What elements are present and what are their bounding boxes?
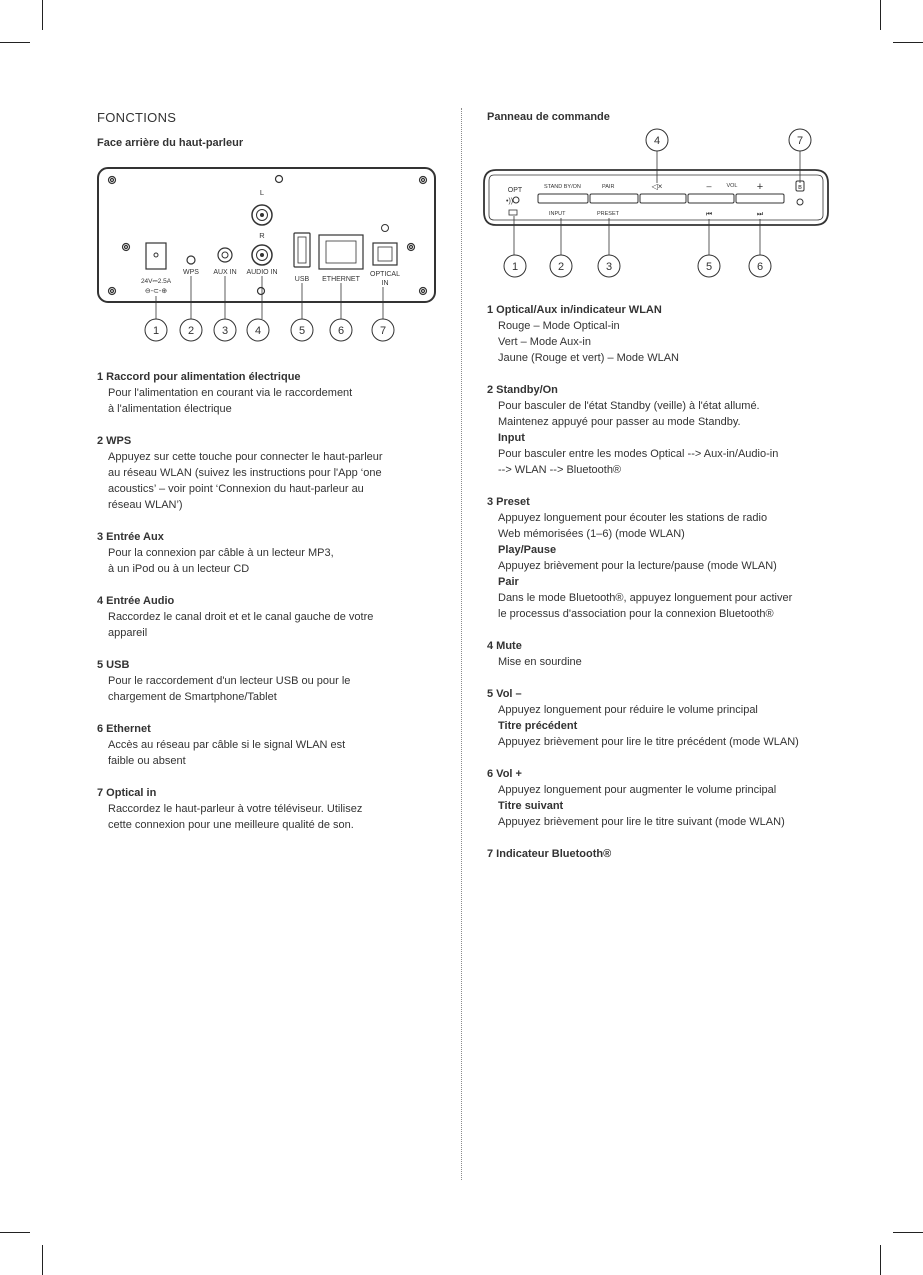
- vol-minus-button: [688, 194, 734, 203]
- feature-line: cette connexion pour une meilleure qualité de son.: [108, 819, 354, 831]
- control-body: [487, 318, 847, 366]
- control-heading: 4 Mute: [487, 640, 522, 652]
- rear-panel-subtitle: Face arrière du haut-parleur: [97, 137, 244, 149]
- control-body: [487, 782, 847, 830]
- control-body: [487, 510, 847, 622]
- feature-heading: 4 Entrée Audio: [97, 595, 175, 607]
- vol-plus-icon: +: [756, 181, 764, 193]
- control-heading: 1 Optical/Aux in/indicateur WLAN: [487, 304, 662, 316]
- feature-line: acoustics’ – voir point ‘Connexion du haut-parleur au: [108, 483, 364, 495]
- feature-body: [97, 737, 447, 769]
- feature-heading: 7 Optical in: [97, 787, 157, 799]
- crop-mark: [42, 1245, 43, 1275]
- control-panel-descriptions: [487, 302, 847, 878]
- crop-mark: [893, 42, 923, 43]
- control-section: [487, 846, 847, 862]
- rear-panel-descriptions: [97, 369, 447, 849]
- callout-1: 1: [511, 261, 519, 273]
- callout-6: 6: [337, 325, 345, 337]
- feature-body: [97, 385, 447, 417]
- control-line: Pour basculer entre les modes Optical --> Aux-in/Audio-in: [498, 448, 779, 460]
- aux-in-jack: [218, 248, 232, 262]
- feature-line: Accès au réseau par câble si le signal WLAN est: [108, 739, 346, 751]
- control-line: Appuyez longuement pour écouter les stations de radio: [498, 512, 768, 524]
- audio-in-label: AUDIO IN: [246, 269, 278, 276]
- page-title: FONCTIONS: [97, 110, 177, 125]
- callout-2: 2: [557, 261, 565, 273]
- control-heading: 5 Vol –: [487, 688, 522, 700]
- feature-line: à un iPod ou à un lecteur CD: [108, 563, 250, 575]
- callout-2: 2: [187, 325, 195, 337]
- feature-line: réseau WLAN’): [108, 499, 183, 511]
- bluetooth-icon: ʙ: [798, 184, 802, 191]
- feature-body: [97, 673, 447, 705]
- svg-text:•)): •)): [506, 198, 514, 205]
- rear-panel-diagram: [90, 163, 445, 348]
- power-label: 24V⎓2.5A: [140, 278, 172, 285]
- feature-heading: 1 Raccord pour alimentation électrique: [97, 371, 301, 383]
- control-panel-subtitle: Panneau de commande: [487, 111, 610, 123]
- feature-line: à l'alimentation électrique: [108, 403, 232, 415]
- mute-button: [640, 194, 686, 203]
- feature-line: au réseau WLAN (suivez les instructions pour l'App ‘one: [108, 467, 382, 479]
- mute-icon: ◁×: [651, 182, 663, 191]
- control-section: [487, 302, 847, 366]
- control-line: Rouge – Mode Optical-in: [498, 320, 620, 332]
- pair-label: PAIR: [602, 184, 615, 190]
- callout-4: 4: [254, 325, 262, 337]
- feature-line: Pour l'alimentation en courant via le raccordement: [108, 387, 353, 399]
- control-body: [487, 654, 847, 670]
- feature-line: faible ou absent: [108, 755, 186, 767]
- previous-track-icon: ⏮: [705, 211, 713, 218]
- input-label: INPUT: [549, 211, 566, 217]
- feature-body: [97, 801, 447, 833]
- feature-heading: 6 Ethernet: [97, 723, 151, 735]
- vol-plus-button: [736, 194, 784, 203]
- svg-text:IN: IN: [381, 280, 389, 287]
- callout-4: 4: [653, 135, 661, 147]
- control-body: [487, 702, 847, 750]
- preset-label: PRESET: [597, 211, 620, 217]
- callout-6: 6: [756, 261, 764, 273]
- feature-section: [97, 593, 447, 641]
- control-line: Mise en sourdine: [498, 656, 582, 668]
- feature-heading: 5 USB: [97, 659, 130, 671]
- callout-3: 3: [221, 325, 229, 337]
- control-line: --> WLAN --> Bluetooth®: [498, 464, 622, 476]
- control-line: Pour basculer de l'état Standby (veille) à l'état allumé.: [498, 400, 760, 412]
- control-section: [487, 686, 847, 750]
- control-line: Dans le mode Bluetooth®, appuyez longuement pour activer: [498, 592, 793, 604]
- control-heading: 2 Standby/On: [487, 384, 558, 396]
- ethernet-label: ETHERNET: [322, 276, 360, 283]
- vol-label: VOL: [726, 183, 738, 189]
- preset-button: [590, 194, 638, 203]
- callout-1: 1: [152, 325, 160, 337]
- control-subheading: Pair: [498, 576, 519, 588]
- control-subheading: Titre suivant: [498, 800, 564, 812]
- control-section: [487, 766, 847, 830]
- control-line: Vert – Mode Aux-in: [498, 336, 591, 348]
- column-divider: [461, 108, 462, 1180]
- feature-line: Appuyez sur cette touche pour connecter le haut-parleur: [108, 451, 383, 463]
- control-line: Appuyez brièvement pour la lecture/pause (mode WLAN): [498, 560, 777, 572]
- feature-line: chargement de Smartphone/Tablet: [108, 691, 277, 703]
- control-line: Web mémorisées (1–6) (mode WLAN): [498, 528, 685, 540]
- control-section: [487, 638, 847, 670]
- feature-body: [97, 449, 447, 513]
- wps-label: WPS: [183, 269, 199, 276]
- standby-button: [538, 194, 588, 203]
- opt-label: OPT: [507, 187, 523, 194]
- feature-section: [97, 721, 447, 769]
- control-line: Jaune (Rouge et vert) – Mode WLAN: [498, 352, 679, 364]
- feature-line: Raccordez le canal droit et et le canal gauche de votre: [108, 611, 374, 623]
- feature-section: [97, 529, 447, 577]
- callout-7: 7: [379, 325, 387, 337]
- feature-heading: 3 Entrée Aux: [97, 531, 164, 543]
- feature-section: [97, 657, 447, 705]
- control-heading: 3 Preset: [487, 496, 530, 508]
- callout-3: 3: [605, 261, 613, 273]
- power-jack: [146, 243, 166, 269]
- control-line: Appuyez brièvement pour lire le titre précédent (mode WLAN): [498, 736, 799, 748]
- control-subheading: Titre précédent: [498, 720, 578, 732]
- aux-in-label: AUX IN: [213, 269, 237, 276]
- crop-mark: [880, 0, 881, 30]
- feature-line: Raccordez le haut-parleur à votre téléviseur. Utilisez: [108, 803, 363, 815]
- wps-button: [187, 256, 195, 264]
- crop-mark: [0, 1232, 30, 1233]
- crop-mark: [42, 0, 43, 30]
- control-subheading: Input: [498, 432, 525, 444]
- feature-section: [97, 433, 447, 513]
- next-track-icon: ⏭: [756, 211, 764, 218]
- feature-body: [97, 609, 447, 641]
- control-heading: 6 Vol +: [487, 768, 522, 780]
- svg-text:⊖-⊂-⊕: ⊖-⊂-⊕: [144, 288, 168, 295]
- feature-section: [97, 369, 447, 417]
- feature-line: Pour le raccordement d'un lecteur USB ou pour le: [108, 675, 351, 687]
- control-line: Maintenez appuyé pour passer au mode Standby.: [498, 416, 741, 428]
- feature-line: Pour la connexion par câble à un lecteur MP3,: [108, 547, 334, 559]
- control-subheading: Play/Pause: [498, 544, 557, 556]
- feature-section: [97, 785, 447, 833]
- control-line: Appuyez longuement pour augmenter le volume principal: [498, 784, 777, 796]
- crop-mark: [880, 1245, 881, 1275]
- callout-5: 5: [298, 325, 306, 337]
- control-section: [487, 382, 847, 478]
- standby-label: STAND BY/ON: [544, 184, 581, 190]
- svg-text:R: R: [259, 231, 265, 240]
- control-line: Appuyez longuement pour réduire le volume principal: [498, 704, 758, 716]
- feature-heading: 2 WPS: [97, 435, 132, 447]
- usb-port: [294, 233, 310, 267]
- control-heading: 7 Indicateur Bluetooth®: [487, 848, 612, 860]
- control-line: Appuyez brièvement pour lire le titre suivant (mode WLAN): [498, 816, 785, 828]
- feature-body: [97, 545, 447, 577]
- crop-mark: [0, 42, 30, 43]
- control-body: [487, 398, 847, 478]
- control-section: [487, 494, 847, 622]
- optical-label: OPTICAL: [370, 271, 400, 278]
- crop-mark: [893, 1232, 923, 1233]
- vol-minus-icon: –: [706, 181, 712, 191]
- control-panel-diagram: [480, 125, 830, 285]
- usb-label: USB: [294, 276, 310, 283]
- svg-text:L: L: [259, 188, 265, 197]
- control-line: le processus d'association pour la connexion Bluetooth®: [498, 608, 774, 620]
- callout-5: 5: [705, 261, 713, 273]
- callout-7: 7: [796, 135, 804, 147]
- optical-in-port: [373, 243, 397, 265]
- feature-line: appareil: [108, 627, 148, 639]
